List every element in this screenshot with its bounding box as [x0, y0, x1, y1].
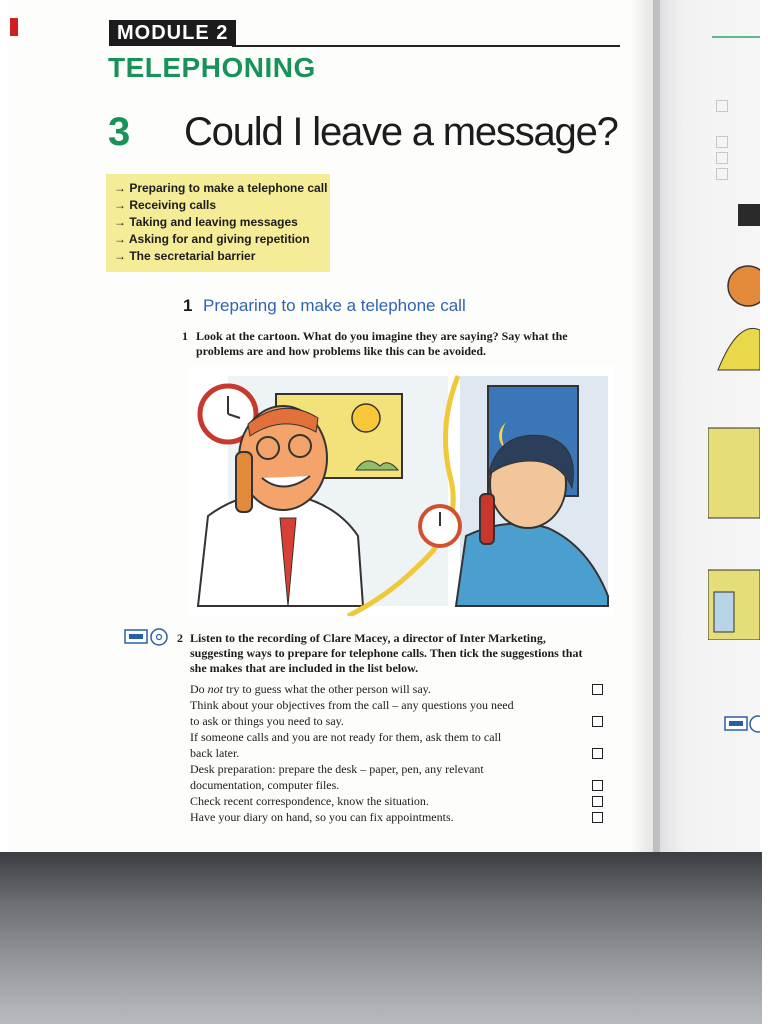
section-heading: Preparing to make a telephone call: [203, 296, 466, 315]
objective-item: → Preparing to make a telephone call: [114, 181, 328, 195]
facing-page-box: [716, 152, 728, 164]
objective-item: → Taking and leaving messages: [114, 215, 298, 229]
suggestion-checklist: [190, 681, 610, 825]
item-text: Desk preparation: prepare the desk – paper, pen, any relevant documentation, computer files.: [190, 762, 484, 792]
section-number: 1: [183, 296, 193, 315]
item-text-emphasis: not: [207, 682, 224, 696]
objective-item: → Receiving calls: [114, 198, 217, 212]
tick-box[interactable]: [592, 796, 603, 807]
section-title: TELEPHONING: [108, 52, 316, 83]
tick-box[interactable]: [592, 684, 603, 695]
question-1-number: 1: [182, 329, 188, 343]
checklist-item: [190, 697, 610, 729]
telephone-cartoon: [188, 366, 614, 616]
checklist-item: [190, 681, 610, 697]
unit-title: Could I leave a message?: [184, 110, 618, 154]
tick-box[interactable]: [592, 748, 603, 759]
question-2-number: 2: [177, 631, 183, 645]
facing-page-illustrations: [708, 200, 760, 640]
facing-page-audio-icon: [724, 714, 760, 734]
item-text: Check recent correspondence, know the situation.: [190, 794, 429, 808]
objective-item: → Asking for and giving repetition: [114, 232, 310, 246]
checklist-item: [190, 761, 610, 793]
tick-box[interactable]: [592, 716, 603, 727]
question-2-text: Listen to the recording of Clare Macey, a director of Inter Marketing, suggesting ways to prepare for telephone calls. Then tick the suggestions that she makes that are included in the list below.: [190, 631, 583, 675]
checklist-item: [190, 793, 610, 809]
tick-box[interactable]: [592, 812, 603, 823]
page-gutter-shadow: [630, 0, 660, 858]
checklist-item: [190, 729, 610, 761]
checklist-item: [190, 809, 610, 825]
facing-page-rule: [712, 36, 760, 38]
audio-cd-icon[interactable]: [124, 627, 170, 647]
module-rule: [232, 45, 620, 47]
module-label: MODULE 2: [109, 20, 236, 46]
item-text: Have your diary on hand, so you can fix appointments.: [190, 810, 454, 824]
item-text-start: Do: [190, 682, 208, 696]
objective-item: → The secretarial barrier: [114, 249, 256, 263]
unit-number: 3: [108, 110, 131, 154]
background-surface: [0, 852, 762, 1024]
facing-page-box: [716, 100, 728, 112]
facing-page-box: [716, 168, 728, 180]
question-1-text: Look at the cartoon. What do you imagine they are saying? Say what the problems are and how problems like this can be avoided.: [196, 329, 568, 358]
tick-box[interactable]: [592, 780, 603, 791]
item-text: If someone calls and you are not ready for them, ask them to call back later.: [190, 730, 502, 760]
facing-page-box: [716, 136, 728, 148]
item-text: Think about your objectives from the call – any questions you need to ask or things you need to say.: [190, 698, 514, 728]
red-page-tab: [10, 18, 18, 36]
item-text-end: try to guess what the other person will say.: [223, 682, 431, 696]
objectives-box: [106, 174, 330, 272]
